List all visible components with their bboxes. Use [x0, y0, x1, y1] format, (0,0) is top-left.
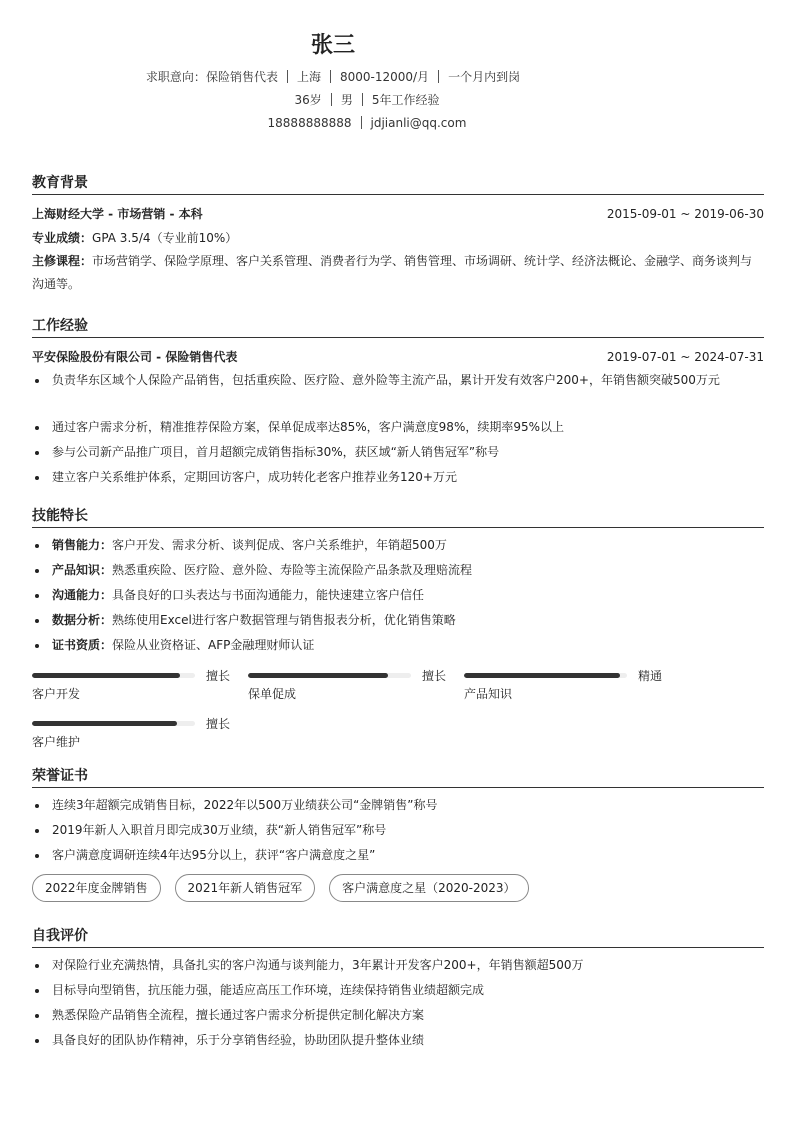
education-date: 2015-09-01 ~ 2019-06-30 [606, 207, 764, 221]
score-line [32, 227, 764, 250]
skill-bar-fill [464, 673, 620, 678]
skill-label: 销售能力： [52, 538, 113, 552]
list-item: 目标导向型销售，抗压能力强，能适应高压工作环境，连续保持销售业绩超额完成 [32, 978, 764, 1003]
skill-name: 产品知识 [464, 687, 513, 701]
divider [362, 93, 363, 106]
list-item: 建立客户关系维护体系，定期回访客户，成功转化老客户推荐业务120+万元 [32, 465, 764, 490]
skill-label: 产品知识： [52, 563, 113, 577]
honor-tag: 2022年度金牌销售 [32, 874, 161, 902]
work-row [32, 347, 764, 367]
skill-bar-track [248, 673, 411, 678]
list-item: 具备良好的团队协作精神，乐于分享销售经验，协助团队提升整体业绩 [32, 1028, 764, 1053]
work-bullets [32, 368, 764, 490]
age: 36岁 [294, 93, 322, 107]
intention-availability: 一个月内到岗 [448, 70, 521, 84]
list-item [32, 608, 764, 633]
skill-label: 证书资质： [52, 638, 113, 652]
skills-bullets [32, 533, 764, 658]
list-item: 对保险行业充满热情，具备扎实的客户沟通与谈判能力，3年累计开发客户200+，年销售额超500万 [32, 953, 764, 978]
skill-bar-item [464, 666, 680, 704]
list-item: 熟悉保险产品销售全流程，擅长通过客户需求分析提供定制化解决方案 [32, 1003, 764, 1028]
intention-salary: 8000-12000/月 [339, 70, 430, 84]
honors-section [32, 764, 764, 902]
skill-bar-fill [32, 673, 180, 678]
courses-label: 主修课程： [32, 254, 93, 268]
skill-level: 擅长 [422, 668, 447, 683]
phone: 18888888888 [267, 116, 352, 130]
section-title: 自我评价 [32, 924, 764, 948]
candidate-name: 张三 [310, 33, 355, 58]
self-evaluation-bullets [32, 953, 764, 1053]
work-date: 2019-07-01 ~ 2024-07-31 [606, 350, 764, 364]
skill-text: 客户开发、需求分析、谈判促成、客户关系维护，年销超500万 [112, 538, 447, 552]
skill-name: 客户开发 [32, 687, 81, 701]
score-value: GPA 3.5/4（专业前10%） [92, 231, 238, 245]
skill-text: 保险从业资格证、AFP金融理财师认证 [112, 638, 315, 652]
skill-level: 擅长 [206, 716, 231, 731]
list-item: 客户满意度调研连续4年达95分以上，获评“客户满意度之星” [32, 843, 764, 868]
school-major-degree: 上海财经大学 - 市场营销 - 本科 [32, 207, 203, 221]
skill-bar-fill [32, 721, 177, 726]
skill-bar-fill [248, 673, 388, 678]
resume-page [32, 0, 764, 1053]
skill-name: 客户维护 [32, 735, 81, 749]
skill-bars [32, 666, 764, 752]
intention-city: 上海 [296, 70, 321, 84]
skill-bar-item [32, 714, 248, 752]
self-evaluation-section [32, 924, 764, 1053]
skill-name: 保单促成 [248, 687, 297, 701]
gender: 男 [340, 93, 353, 107]
skill-text: 熟练使用Excel进行客户数据管理与销售报表分析，优化销售策略 [112, 613, 456, 627]
section-title: 工作经验 [32, 314, 764, 338]
courses-line [32, 250, 764, 296]
list-item: 参与公司新产品推广项目，首月超额完成销售指标30%，获区域“新人销售冠军”称号 [32, 440, 764, 465]
list-item: 连续3年超额完成销售目标，2022年以500万业绩获公司“金牌销售”称号 [32, 793, 764, 818]
skill-bar-track [464, 673, 627, 678]
divider [330, 70, 331, 83]
email: jdjianli@qq.com [370, 116, 467, 130]
skill-level: 擅长 [206, 668, 231, 683]
list-item [32, 533, 764, 558]
section-title: 教育背景 [32, 171, 764, 195]
skills-section [32, 504, 764, 752]
education-row [32, 204, 764, 224]
education-section [32, 171, 764, 296]
contact-line [0, 112, 764, 135]
honor-tag: 2021年新人销售冠军 [175, 874, 316, 902]
skill-bar-item [248, 666, 464, 704]
skill-label: 数据分析： [52, 613, 113, 627]
honors-bullets [32, 793, 764, 868]
list-item: 负责华东区域个人保险产品销售，包括重疾险、医疗险、意外险等主流产品，累计开发有效客户200+，年销售额突破500万元 [32, 368, 764, 415]
skill-text: 熟悉重疾险、医疗险、意外险、寿险等主流保险产品条款及理赔流程 [112, 563, 473, 577]
job-intention-line [0, 66, 764, 89]
list-item [32, 583, 764, 608]
list-item: 通过客户需求分析，精准推荐保险方案，保单促成率达85%，客户满意度98%，续期率95%以上 [32, 415, 764, 440]
section-title: 技能特长 [32, 504, 764, 528]
personal-info-line [0, 89, 764, 112]
experience-years: 5年工作经验 [371, 93, 440, 107]
skill-label: 沟通能力： [52, 588, 113, 602]
section-title: 荣誉证书 [32, 764, 764, 788]
skill-text: 具备良好的口头表达与书面沟通能力，能快速建立客户信任 [112, 588, 425, 602]
divider [438, 70, 439, 83]
list-item [32, 558, 764, 583]
divider [331, 93, 332, 106]
list-item: 2019年新人入职首月即完成30万业绩，获“新人销售冠军”称号 [32, 818, 764, 843]
work-section [32, 314, 764, 490]
honor-tags [32, 874, 764, 902]
skill-level: 精通 [638, 668, 663, 683]
score-label: 专业成绩： [32, 231, 93, 245]
divider [361, 116, 362, 129]
skill-bar-item [32, 666, 248, 704]
list-item [32, 633, 764, 658]
skill-bar-track [32, 721, 195, 726]
company-position: 平安保险股份有限公司 - 保险销售代表 [32, 350, 238, 364]
skill-bar-track [32, 673, 195, 678]
intention-position: 保险销售代表 [205, 70, 278, 84]
honor-tag: 客户满意度之星（2020-2023） [329, 874, 528, 902]
intention-label: 求职意向： [145, 70, 206, 84]
resume-header [32, 0, 764, 135]
divider [287, 70, 288, 83]
courses-value: 市场营销学、保险学原理、客户关系管理、消费者行为学、销售管理、市场调研、统计学、经济法概论、金融学、商务谈判与沟通等。 [32, 254, 753, 291]
